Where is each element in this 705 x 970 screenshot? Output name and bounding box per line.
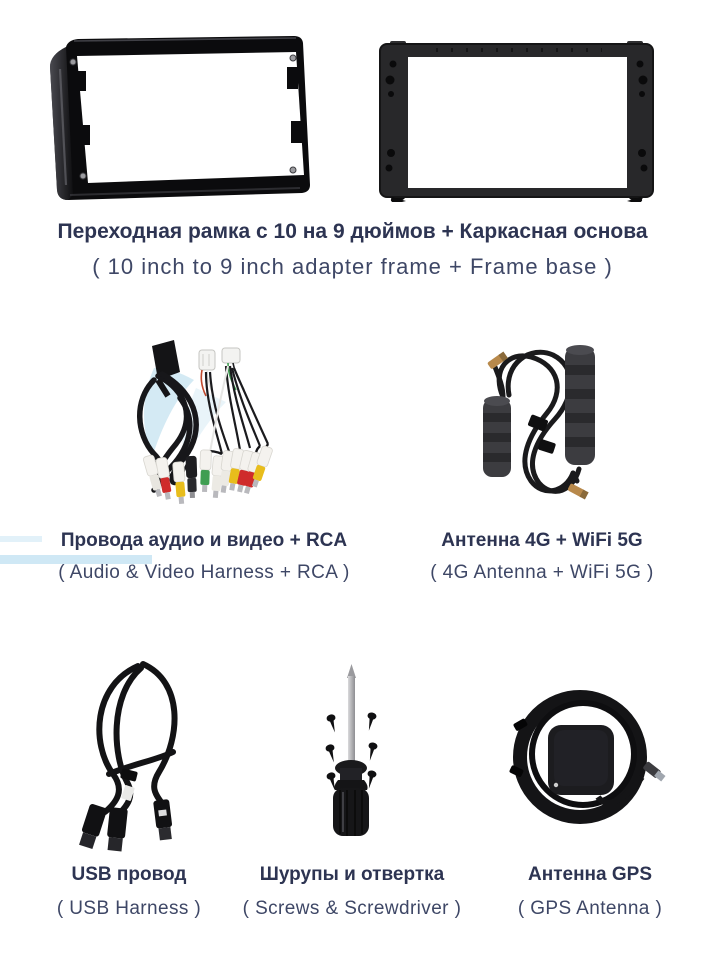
gps-caption-en: ( GPS Antenna ) — [517, 898, 663, 919]
antenna-caption-en: ( 4G Antenna + WiFi 5G ) — [430, 562, 654, 583]
usb-harness-photo — [63, 656, 215, 852]
screws-caption-ru: Шурупы и отвертка — [259, 864, 445, 885]
frames-caption-en: ( 10 inch to 9 inch adapter frame + Frame base ) — [92, 254, 613, 279]
antenna-cylinder-right — [565, 345, 595, 465]
harness-caption-ru: Провода аудио и видео + RCA — [60, 530, 348, 551]
frames-caption-ru: Переходная рамка с 10 на 9 дюймов + Каркасная основа — [57, 220, 648, 243]
gps-caption-ru: Антенна GPS — [528, 864, 652, 885]
4g-wifi5g-antenna-photo — [473, 333, 603, 505]
usb-plug-1 — [77, 803, 107, 849]
screws-caption-en: ( Screws & Screwdriver ) — [242, 898, 462, 919]
frame-base-photo — [378, 41, 655, 202]
usb-caption-ru: USB провод — [71, 864, 187, 885]
gps-connector — [642, 761, 666, 782]
adapter-frame-photo — [46, 35, 316, 201]
sma-connector-bottom — [567, 483, 588, 499]
usb-plug-3 — [153, 799, 174, 841]
usb-caption-en: ( USB Harness ) — [56, 898, 202, 919]
gps-antenna-photo — [502, 657, 684, 847]
screws-screwdriver-photo — [283, 656, 433, 852]
av-rca-harness-photo — [110, 330, 312, 522]
antenna-caption-ru: Антенна 4G + WiFi 5G — [441, 530, 643, 551]
gps-puck — [548, 725, 614, 795]
rca-plugs — [143, 445, 273, 504]
harness-caption-en: ( Audio & Video Harness + RCA ) — [58, 562, 350, 583]
usb-plug-2 — [106, 807, 128, 852]
antenna-cylinder-left — [483, 396, 511, 477]
